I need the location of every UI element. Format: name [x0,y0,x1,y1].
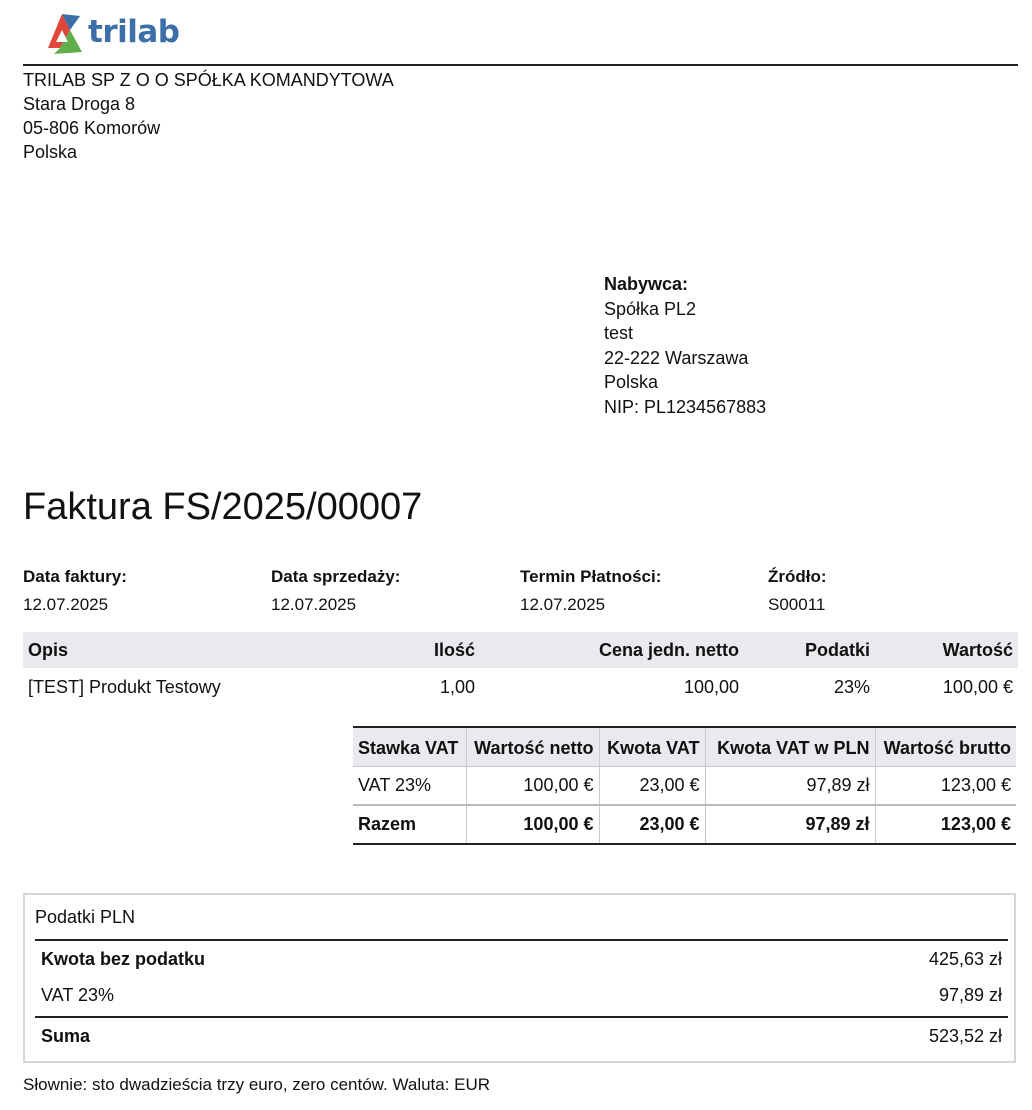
pln-value: 97,89 zł [938,985,1002,1005]
line-taxes: 23% [833,676,870,697]
pln-row-sum [35,1016,1008,1054]
meta-value: 12.07.2025 [23,595,109,614]
meta-value: 12.07.2025 [520,595,606,614]
col-header-vat-rate: Stawka VAT [353,727,466,767]
total-vat-pln: 97,89 zł [705,805,875,844]
table-header-row [353,727,1016,767]
amount-in-words: Słownie: sto dwadzieścia trzy euro, zero centów. Waluta: EUR [23,1075,491,1094]
meta-value: S00011 [768,595,826,614]
vat-rate: VAT 23% [353,767,466,806]
meta-label: Źródło: [768,567,827,586]
meta-label: Data sprzedaży: [271,567,401,586]
buyer-label: Nabywca: [604,274,689,294]
invoice-title: Faktura FS/2025/00007 [23,486,423,528]
col-header-vat-amount: Kwota VAT [599,727,705,767]
vat-amount: 23,00 € [599,767,705,806]
buyer-city: 22-222 Warszawa [604,347,749,368]
line-amount: 100,00 € [942,676,1013,697]
vat-net: 100,00 € [466,767,599,806]
pln-label: Kwota bez podatku [41,949,206,969]
pln-taxes-box [23,893,1016,1063]
pln-taxes-title: Podatki PLN [35,907,136,927]
meta-label: Data faktury: [23,567,127,586]
line-quantity: 1,00 [439,676,475,697]
meta-label: Termin Płatności: [520,567,662,586]
trilab-triangle-icon [42,8,88,58]
line-description: [TEST] Produkt Testowy [28,676,221,697]
col-header-description: Opis [23,632,368,668]
vat-gross: 123,00 € [875,767,1016,806]
pln-value: 523,52 zł [928,1026,1002,1046]
pln-label: VAT 23% [41,985,115,1005]
table-row [353,767,1016,806]
meta-source [768,563,827,619]
buyer-line2: test [604,323,634,343]
table-header-row [23,632,1018,668]
seller-city: 05-806 Komorów [23,118,161,138]
buyer-country: Polska [604,372,659,392]
line-unit-price: 100,00 [683,676,739,697]
col-header-vat-pln: Kwota VAT w PLN [705,727,875,767]
seller-street: Stara Droga 8 [23,94,136,114]
table-row [23,668,1018,706]
pln-label: Suma [41,1026,91,1046]
buyer-nip: NIP: PL1234567883 [604,396,767,417]
meta-due-date [520,563,661,619]
col-header-amount: Wartość [875,632,1018,668]
company-logo [42,8,180,58]
pln-row-vat [35,977,1008,1015]
col-header-gross: Wartość brutto [875,727,1016,767]
col-header-unit-price: Cena jedn. netto [480,632,744,668]
pln-value: 425,63 zł [928,949,1002,969]
invoice-lines-table [23,632,1018,706]
total-net: 100,00 € [466,805,599,844]
meta-invoice-date [23,563,127,619]
logo-text: trilab [88,14,180,50]
col-header-quantity: Ilość [368,632,480,668]
seller-name: TRILAB SP Z O O SPÓŁKA KOMANDYTOWA [23,70,394,90]
total-row [353,805,1016,844]
seller-country: Polska [23,142,78,162]
vat-summary-table [353,726,1016,845]
seller-address [23,68,394,164]
meta-sale-date [271,563,400,619]
buyer-name: Spółka PL2 [604,298,697,319]
total-gross: 123,00 € [875,805,1016,844]
vat-amount-pln: 97,89 zł [705,767,875,806]
header-rule [23,64,1018,66]
col-header-net: Wartość netto [466,727,599,767]
meta-value: 12.07.2025 [271,595,357,614]
col-header-taxes: Podatki [744,632,875,668]
buyer-address [604,272,766,419]
total-label: Razem [353,805,466,844]
pln-row-net [35,939,1008,977]
total-vat: 23,00 € [599,805,705,844]
